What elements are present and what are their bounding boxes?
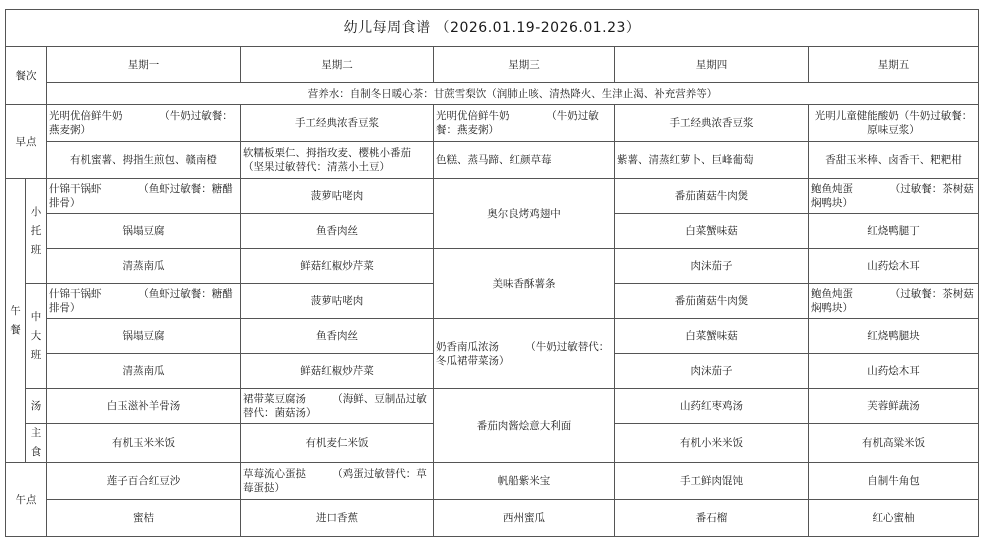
afternoon-snack-wed: 帆船紫米宝 xyxy=(434,463,615,500)
breakfast-food-fri: 香甜玉米棒、卤香干、粑粑柑 xyxy=(809,142,979,179)
nutrition-water-note: 营养水：自制冬日暖心茶：甘蔗雪梨饮（润肺止咳、清热降火、生津止渴、补充营养等） xyxy=(47,83,979,105)
mid-class-fri-dish-3: 山药烩木耳 xyxy=(809,354,979,389)
mid-class-tue-dish-1: 菠萝咕咾肉 xyxy=(241,284,434,319)
afternoon-fruit-wed: 西州蜜瓜 xyxy=(434,500,615,537)
mid-class-tue-dish-3: 鲜菇红椒炒芹菜 xyxy=(241,354,434,389)
lunch-wed-dish-2: 美味香酥薯条 xyxy=(434,249,615,319)
breakfast-food-wed: 色糕、蒸马蹄、红颜草莓 xyxy=(434,142,615,179)
small-class-thu-dish-2: 白菜蟹味菇 xyxy=(615,214,809,249)
meal-column-header: 餐次 xyxy=(6,47,47,105)
small-class-thu-dish-3: 肉沫茄子 xyxy=(615,249,809,284)
soup-tue: 裙带菜豆腐汤 （海鲜、豆制品过敏替代：菌菇汤） xyxy=(241,389,434,424)
day-header-thu: 星期四 xyxy=(615,47,809,83)
small-class-mon-dish-1: 什锦干锅虾 （鱼虾过敏餐：糖醋排骨） xyxy=(47,179,241,214)
afternoon-fruit-mon: 蜜桔 xyxy=(47,500,241,537)
staple-tue: 有机麦仁米饭 xyxy=(241,424,434,463)
lunch-label-text: 午餐 xyxy=(10,304,21,336)
staple-fri: 有机高粱米饭 xyxy=(809,424,979,463)
small-class-tue-dish-2: 鱼香肉丝 xyxy=(241,214,434,249)
afternoon-fruit-tue: 进口香蕉 xyxy=(241,500,434,537)
afternoon-snack-fri: 自制牛角包 xyxy=(809,463,979,500)
soup-mon: 白玉滋补羊骨汤 xyxy=(47,389,241,424)
mid-class-mon-dish-2: 锅塌豆腐 xyxy=(47,319,241,354)
afternoon-label: 午点 xyxy=(6,463,47,537)
mid-class-thu-dish-3: 肉沫茄子 xyxy=(615,354,809,389)
afternoon-snack-tue: 草莓流心蛋挞 （鸡蛋过敏替代：草莓蛋挞） xyxy=(241,463,434,500)
day-header-wed: 星期三 xyxy=(434,47,615,83)
mid-class-thu-dish-2: 白菜蟹味菇 xyxy=(615,319,809,354)
soup-thu: 山药红枣鸡汤 xyxy=(615,389,809,424)
mid-class-label xyxy=(26,284,47,389)
breakfast-drink-fri: 光明儿童健能酸奶（牛奶过敏餐：原味豆浆） xyxy=(809,105,979,142)
breakfast-label: 早点 xyxy=(6,105,47,179)
day-header-mon: 星期一 xyxy=(47,47,241,83)
mid-class-label-text: 中大班 xyxy=(30,310,42,361)
afternoon-snack-thu: 手工鲜肉馄饨 xyxy=(615,463,809,500)
breakfast-drink-wed: 光明优倍鲜牛奶 （牛奶过敏餐：燕麦粥） xyxy=(434,105,615,142)
breakfast-food-mon: 有机蜜薯、拇指生煎包、赣南橙 xyxy=(47,142,241,179)
breakfast-food-thu: 紫薯、清蒸红萝卜、巨峰葡萄 xyxy=(615,142,809,179)
small-class-label xyxy=(26,179,47,284)
breakfast-drink-mon: 光明优倍鲜牛奶 （牛奶过敏餐：燕麦粥） xyxy=(47,105,241,142)
mid-class-thu-dish-1: 番茄菌菇牛肉煲 xyxy=(615,284,809,319)
small-class-mon-dish-2: 锅塌豆腐 xyxy=(47,214,241,249)
small-class-fri-dish-3: 山药烩木耳 xyxy=(809,249,979,284)
lunch-wed-staple: 番茄肉酱烩意大利面 xyxy=(434,389,615,463)
small-class-label-text: 小托班 xyxy=(30,205,42,256)
day-header-fri: 星期五 xyxy=(809,47,979,83)
mid-class-fri-dish-2: 红烧鸭腿块 xyxy=(809,319,979,354)
menu-title: 幼儿每周食谱 （2026.01.19-2026.01.23） xyxy=(6,10,979,47)
staple-mon: 有机玉米米饭 xyxy=(47,424,241,463)
small-class-tue-dish-3: 鲜菇红椒炒芹菜 xyxy=(241,249,434,284)
lunch-wed-dish-1: 奥尔良烤鸡翅中 xyxy=(434,179,615,249)
small-class-fri-dish-2: 红烧鸭腿丁 xyxy=(809,214,979,249)
mid-class-mon-dish-3: 清蒸南瓜 xyxy=(47,354,241,389)
small-class-thu-dish-1: 番茄菌菇牛肉煲 xyxy=(615,179,809,214)
staple-thu: 有机小米米饭 xyxy=(615,424,809,463)
breakfast-drink-thu: 手工经典浓香豆浆 xyxy=(615,105,809,142)
mid-class-tue-dish-2: 鱼香肉丝 xyxy=(241,319,434,354)
mid-class-mon-dish-1: 什锦干锅虾 （鱼虾过敏餐：糖醋排骨） xyxy=(47,284,241,319)
lunch-label xyxy=(6,179,26,463)
breakfast-drink-tue: 手工经典浓香豆浆 xyxy=(241,105,434,142)
afternoon-fruit-fri: 红心蜜柚 xyxy=(809,500,979,537)
afternoon-snack-mon: 莲子百合红豆沙 xyxy=(47,463,241,500)
small-class-fri-dish-1: 鲍鱼炖蛋 （过敏餐：茶树菇焖鸭块） xyxy=(809,179,979,214)
weekly-menu-sheet xyxy=(5,9,978,537)
staple-label-text: 主食 xyxy=(30,427,42,458)
soup-fri: 芙蓉鲜蔬汤 xyxy=(809,389,979,424)
afternoon-fruit-thu: 番石榴 xyxy=(615,500,809,537)
small-class-mon-dish-3: 清蒸南瓜 xyxy=(47,249,241,284)
mid-class-fri-dish-1: 鲍鱼炖蛋 （过敏餐：茶树菇焖鸭块） xyxy=(809,284,979,319)
breakfast-food-tue: 软糯板栗仁、拇指玫麦、樱桃小番茄（坚果过敏替代：清蒸小土豆） xyxy=(241,142,434,179)
weekly-menu-table xyxy=(5,9,979,537)
day-header-tue: 星期二 xyxy=(241,47,434,83)
staple-label xyxy=(26,424,47,463)
soup-label: 汤 xyxy=(26,389,47,424)
lunch-wed-soup: 奶香南瓜浓汤 （牛奶过敏替代：冬瓜裙带菜汤） xyxy=(434,319,615,389)
small-class-tue-dish-1: 菠萝咕咾肉 xyxy=(241,179,434,214)
